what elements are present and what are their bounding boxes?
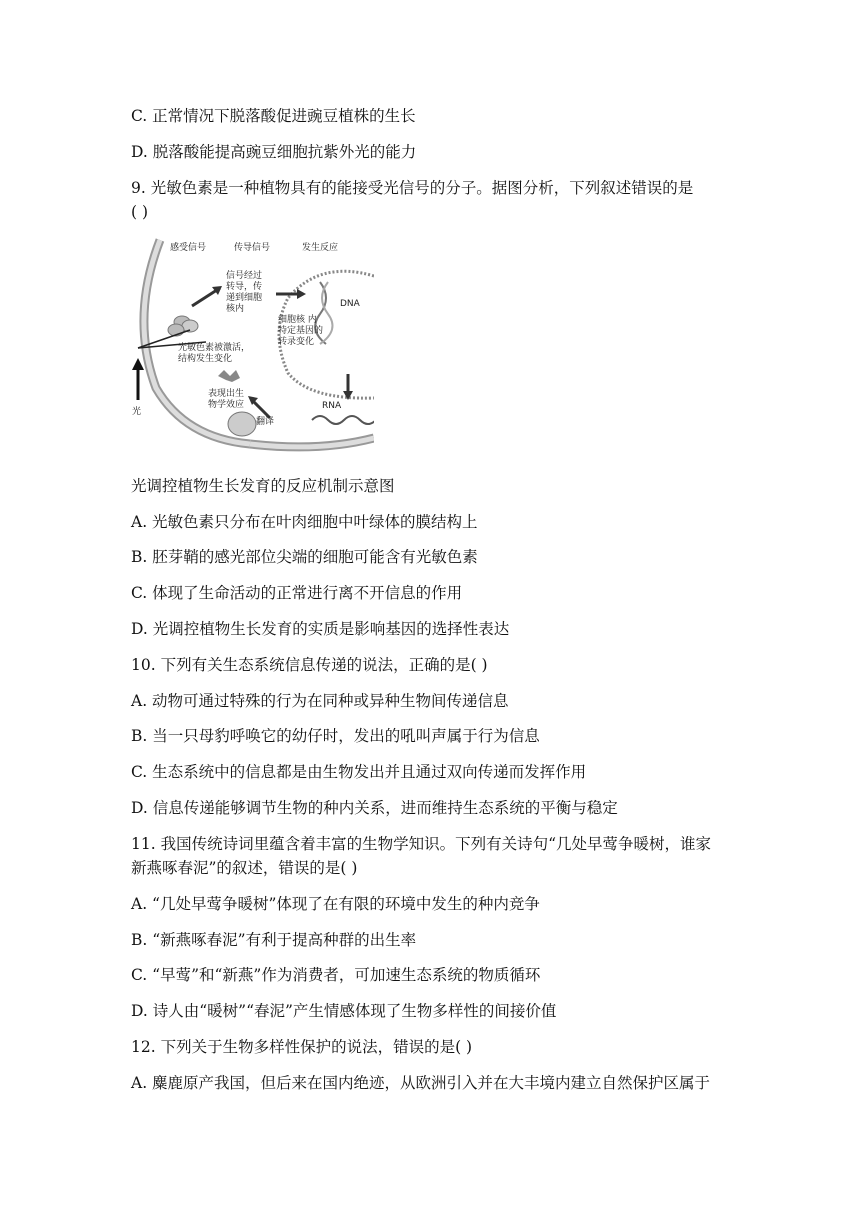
option-9d: D. 光调控植物生长发育的实质是影响基因的选择性表达 — [131, 620, 510, 638]
light-response-diagram — [130, 238, 374, 454]
option-9a: A. 光敏色素只分布在叶肉细胞中叶绿体的膜结构上 — [131, 513, 478, 531]
question-9-bracket: ( ) — [131, 203, 149, 221]
svg-text:核内: 核内 — [226, 304, 245, 314]
option-8d: D. 脱落酸能提高豌豆细胞抗紫外光的能力 — [131, 143, 417, 161]
rna-strand — [312, 416, 374, 424]
svg-text:信号经过: 信号经过 — [226, 271, 263, 281]
option-10d: D. 信息传递能够调节生物的种内关系，进而维持生态系统的平衡与稳定 — [131, 799, 618, 817]
rna-label: RNA — [322, 401, 342, 411]
svg-text:转导，传: 转导，传 — [226, 282, 263, 292]
option-11d: D. 诗人由“暖树”“春泥”产生情感体现了生物多样性的间接价值 — [131, 1002, 557, 1020]
svg-text:递到细胞: 递到细胞 — [226, 293, 263, 303]
header-2: 传导信号 — [234, 243, 271, 253]
light-label: 光 — [132, 407, 142, 417]
arrow-translation — [252, 400, 270, 418]
question-10: 10. 下列有关生态系统信息传递的说法，正确的是( ) — [131, 656, 488, 674]
header-3: 发生反应 — [302, 243, 339, 253]
option-11a: A. “几处早莺争暖树”体现了在有限的环境中发生的种内竞争 — [131, 895, 540, 913]
figure-caption: 光调控植物生长发育的反应机制示意图 — [131, 477, 395, 495]
question-9: 9. 光敏色素是一种植物具有的能接受光信号的分子。据图分析，下列叙述错误的是 — [131, 179, 694, 197]
dna-label: DNA — [340, 299, 360, 309]
option-9c: C. 体现了生命活动的正常进行离不开信息的作用 — [131, 584, 463, 602]
header-1: 感受信号 — [170, 243, 207, 253]
option-8c: C. 正常情况下脱落酸促进豌豆植株的生长 — [131, 107, 416, 125]
option-11b: B. “新燕啄春泥”有利于提高种群的出生率 — [131, 931, 417, 949]
option-9b: B. 胚芽鞘的感光部位尖端的细胞可能含有光敏色素 — [131, 548, 478, 566]
question-12: 12. 下列关于生物多样性保护的说法，错误的是( ) — [131, 1038, 473, 1056]
option-10a: A. 动物可通过特殊的行为在同种或异种生物间传递信息 — [131, 692, 509, 710]
protein-molecule — [218, 370, 240, 382]
option-10b: B. 当一只母豹呼唤它的幼仔时，发出的吼叫声属于行为信息 — [131, 727, 540, 745]
membrane-protein — [228, 412, 256, 436]
svg-text:特定基因的: 特定基因的 — [278, 326, 324, 336]
option-12a: A. 麋鹿原产我国，但后来在国内绝迹，从欧洲引入并在大丰境内建立自然保护区属于 — [131, 1074, 711, 1092]
svg-text:转录变化: 转录变化 — [278, 337, 315, 347]
question-11-cont: 新燕啄春泥”的叙述，错误的是( ) — [131, 859, 358, 877]
option-11c: C. “早莺”和“新燕”作为消费者，可加速生态系统的物质循环 — [131, 966, 541, 984]
svg-text:翻译: 翻译 — [256, 417, 275, 427]
svg-text:表现出生: 表现出生 — [208, 389, 245, 399]
option-10c: C. 生态系统中的信息都是由生物发出并且通过双向传递而发挥作用 — [131, 763, 587, 781]
svg-text:细胞核 内: 细胞核 内 — [278, 315, 317, 325]
svg-text:结构发生变化: 结构发生变化 — [178, 354, 233, 364]
svg-text:光敏色素被激活，: 光敏色素被激活， — [178, 343, 251, 353]
question-11: 11. 我国传统诗词里蕴含着丰富的生物学知识。下列有关诗句“几处早莺争暖树，谁家 — [131, 835, 712, 853]
svg-text:物学效应: 物学效应 — [208, 400, 245, 410]
